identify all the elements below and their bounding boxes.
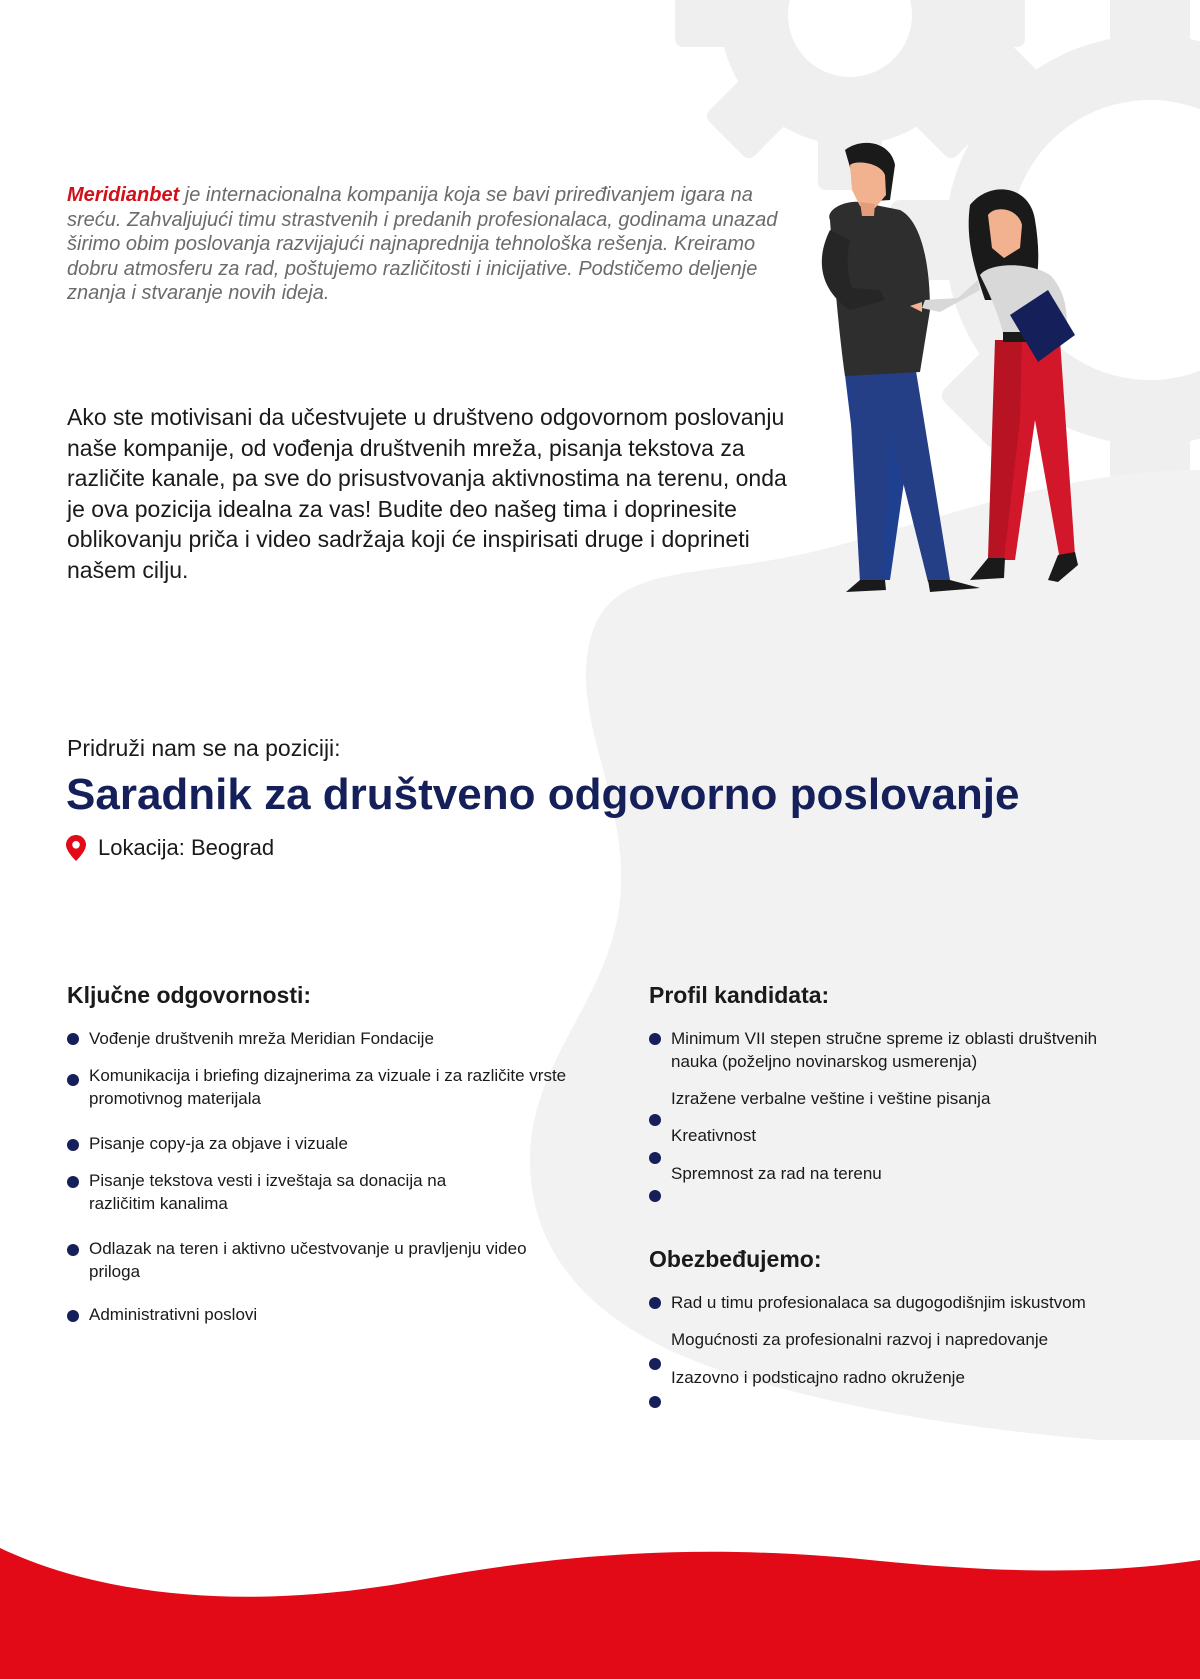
bullet <box>67 1074 79 1086</box>
bullet <box>649 1396 661 1408</box>
bullet <box>649 1033 661 1045</box>
list-item: Odlazak na teren i aktivno učestvovanje u pravljenju video priloga <box>89 1239 527 1281</box>
bullet <box>67 1033 79 1045</box>
bullet <box>67 1176 79 1188</box>
motivation-paragraph: Ako ste motivisani da učestvujete u društveno odgovornom poslovanju naše kompanije, od vođenja društvenih mreža, pisanja tekstova za različite kanale, pa sve do prisustvovanja aktivnostima na terenu, onda je ova pozicija idealna za vas! Budite deo našeg tima i doprinesite oblikovanju priča i video sadržaja koji će inspirisati druge i doprineti našem cilju. <box>67 404 787 583</box>
location-row <box>66 835 274 861</box>
bullet <box>649 1297 661 1309</box>
bullet <box>649 1358 661 1370</box>
bullet <box>67 1310 79 1322</box>
list-item: Vođenje društvenih mreža Meridian Fondacije <box>89 1029 434 1048</box>
bullet <box>649 1190 661 1202</box>
intro-text: je internacionalna kompanija koja se bavi priređivanjem igara na sreću. Zahvaljujući timu strastvenih i predanih profesionalaca, godinama unazad širimo obim poslovanja razvijajući najnaprednija tehnološka rešenja. Kreiramo dobru atmosferu za rad, poštujemo različitosti i inicijative. Podstičemo deljenje znanja i stvaranje novih ideja. <box>67 184 778 304</box>
bullet <box>67 1244 79 1256</box>
list-item: Mogućnosti za profesionalni razvoj i napredovanje <box>671 1330 1049 1349</box>
list-item: Pisanje tekstova vesti i izveštaja sa donacija na različitim kanalima <box>89 1171 447 1213</box>
location-text: Lokacija: Beograd <box>98 835 275 860</box>
list-item: Pisanje copy-ja za objave i vizuale <box>89 1134 348 1153</box>
responsibilities-heading: Ključne odgovornosti: <box>67 982 312 1008</box>
list-item: Kreativnost <box>671 1126 757 1145</box>
join-label: Pridruži nam se na poziciji: <box>67 735 341 761</box>
profile-heading: Profil kandidata: <box>649 982 830 1008</box>
offer-heading: Obezbeđujemo: <box>649 1246 822 1272</box>
list-item: Komunikacija i briefing dizajnerima za vizuale i za različite vrste promotivnog materijala <box>89 1066 567 1108</box>
bullet <box>649 1152 661 1164</box>
list-item: Spremnost za rad na terenu <box>671 1164 882 1183</box>
bullet <box>649 1114 661 1126</box>
brand-name: Meridianbet <box>67 184 180 206</box>
bullet <box>67 1139 79 1151</box>
people-illustration <box>790 140 1170 640</box>
location-pin-icon <box>66 835 86 861</box>
list-item: Rad u timu profesionalaca sa dugogodišnjim iskustvom <box>671 1293 1086 1312</box>
list-item: Minimum VII stepen stručne spreme iz oblasti društvenih nauka (poželjno novinarskog usmerenja) <box>671 1029 1098 1071</box>
list-item: Izazovno i podsticajno radno okruženje <box>671 1368 965 1387</box>
list-item: Administrativni poslovi <box>89 1305 258 1324</box>
job-title: Saradnik za društveno odgovorno poslovanje <box>66 770 1020 819</box>
list-item: Izražene verbalne veštine i veštine pisanja <box>671 1089 991 1108</box>
footer-wave <box>0 1548 1200 1679</box>
company-intro <box>67 183 797 306</box>
man-figure <box>822 143 980 592</box>
